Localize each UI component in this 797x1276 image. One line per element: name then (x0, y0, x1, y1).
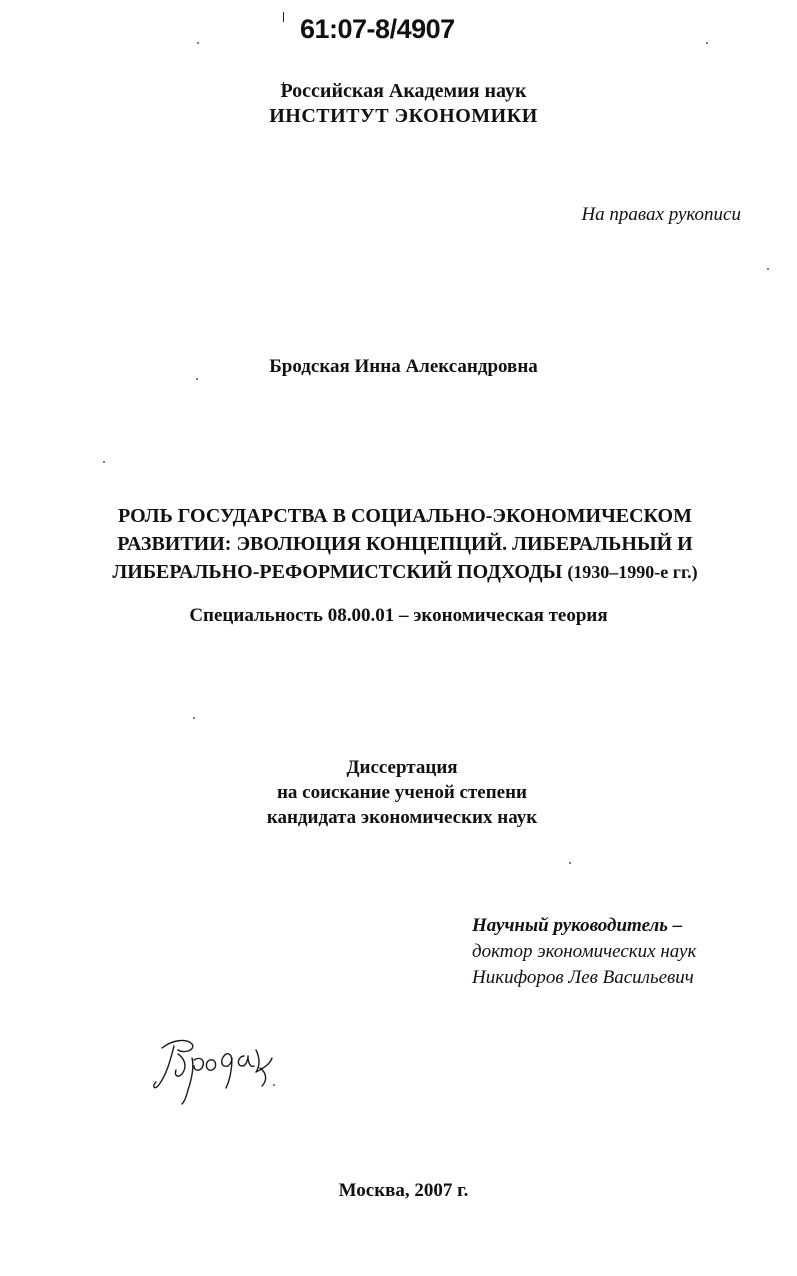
title-line-2: РАЗВИТИИ: ЭВОЛЮЦИЯ КОНЦЕПЦИЙ. ЛИБЕРАЛЬНЫЙ И (117, 533, 693, 555)
dissertation-label: Диссертация (346, 757, 458, 778)
title-line-3 (60, 558, 750, 586)
institute-name: ИНСТИТУТ ЭКОНОМИКИ (269, 105, 538, 127)
scan-speck (196, 378, 198, 380)
advisor-role: Научный руководитель – (472, 915, 683, 936)
academy-name: Российская Академия наук (280, 80, 527, 102)
handwritten-signature (148, 1028, 288, 1108)
scan-speck (767, 268, 769, 270)
library-shelfmark: 61:07-8/4907 (300, 14, 455, 44)
scan-speck (706, 42, 708, 44)
degree-name: кандидата экономических наук (266, 807, 538, 828)
title-years: (1930–1990-е гг.) (567, 562, 698, 582)
manuscript-rights-note: На правах рукописи (581, 204, 741, 225)
scan-speck (193, 717, 195, 719)
title-line-1: РОЛЬ ГОСУДАРСТВА В СОЦИАЛЬНО-ЭКОНОМИЧЕСКОМ (118, 505, 692, 527)
advisor-degree: доктор экономических наук (472, 941, 697, 962)
title-line-3-text: ЛИБЕРАЛЬНО-РЕФОРМИСТСКИЙ ПОДХОДЫ (112, 561, 563, 583)
city-and-year: Москва, 2007 г. (338, 1180, 469, 1201)
advisor-name: Никифоров Лев Васильевич (472, 967, 694, 988)
degree-purpose: на соискание ученой степени (276, 782, 527, 803)
dissertation-degree-block (200, 755, 604, 830)
scan-speck (273, 1084, 275, 1086)
scan-speck (569, 862, 571, 864)
dissertation-title (60, 502, 750, 586)
specialty-line: Специальность 08.00.01 – экономическая теория (189, 605, 608, 626)
scientific-advisor-block (472, 913, 696, 991)
author-name: Бродская Инна Александровна (269, 356, 538, 377)
scan-speck (197, 42, 199, 44)
scan-tick-mark (283, 12, 284, 22)
scan-speck (103, 461, 105, 463)
